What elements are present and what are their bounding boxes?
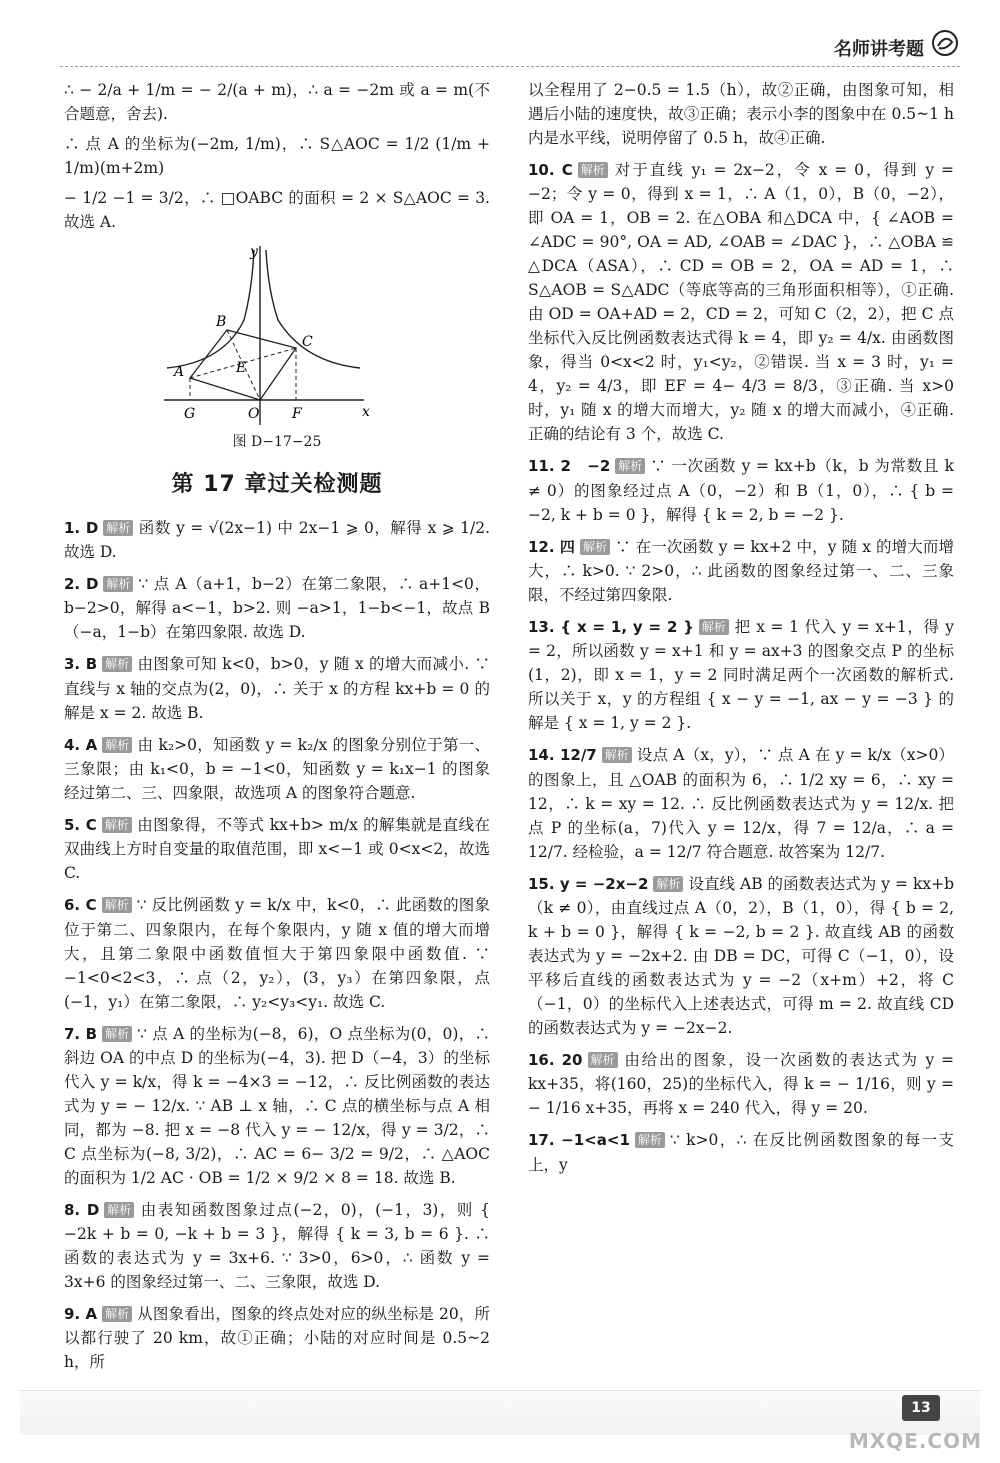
- answer-item: [528, 78, 954, 150]
- analysis-tag: 解析: [102, 737, 132, 753]
- analysis-tag: 解析: [102, 1306, 132, 1322]
- analysis-tag: 解析: [699, 619, 729, 635]
- answer-text: 以全程用了 2−0.5 = 1.5（h），故②正确，由图象可知，相遇后小陆的速度快，故③正确；表示小李的图象中在 0.5~1 h 内是水平线，说明停留了 0.5 h，故④正确.: [528, 81, 954, 148]
- right-column: [528, 78, 954, 1418]
- answer-item: [64, 733, 490, 805]
- solution-line: ∴ − 2/a + 1/m = − 2/(a + m)，∴ a = −2m 或 a = m(不合题意，舍去).: [64, 81, 490, 124]
- point-label-a: A: [174, 364, 185, 381]
- answer-text: 对于直线 y₁ = 2x−2，令 x = 0，得到 y = −2；令 y = 0，得到 x = 1，∴ A（1，0），B（0，−2），即 OA = 1，OB = 2. 在△OBA 和△DCA 中，{ ∠AOB = ∠ADC = 90°, OA = AD, ∠OAB = ∠DAC }，∴ △OBA ≌ △DCA（ASA），∴ CD = OB = 2，OA = AD = 1，∴ S△AOB = S△ADC（等底等高的三角形面积相等），①正确. 由 OD = OA+AD = 2，CD = 2，可知 C（2，2），把 C 点坐标代入反比例函数表达式得 k = 4，即 y₂ = 4/x. 由函数图象，得当 0<x<2 时，y₁<y₂，②错误. 当 x = 3 时，y₁ = 4，y₂ = 4/3，即 EF = 4− 4/3 = 8/3，③正确. 当 x>0 时，y₁ 随 x 的增大而增大，y₂ 随 x 的增大而减小，④正确. 正确的结论有 3 个，故选 C.: [528, 161, 954, 444]
- answer-number: 10. C: [528, 161, 573, 180]
- analysis-tag: 解析: [102, 1026, 132, 1042]
- analysis-tag: 解析: [102, 656, 132, 672]
- geometry-figure: [64, 240, 490, 430]
- answer-item: [64, 572, 490, 644]
- answer-number: 3. B: [64, 655, 98, 674]
- point-label-f: F: [292, 406, 302, 423]
- answer-text: ∵ 点 A 的坐标为(−8，6)，O 点坐标为(0，0)，∴ 斜边 OA 的中点 D 的坐标为(−4，3). 把 D（−4，3）的坐标代入 y = k/x，得 k = −4×3 = −12，∴ 反比例函数的表达式为 y = − 12/x. ∵ AB ⊥ x 轴，∴ C 点的横坐标与点 A 相同，都为 −8. 把 x = −8 代入 y = − 12/x，得 y = 3/2，∴ C 点坐标为(−8, 3/2)，∴ AC = 6− 3/2 = 9/2，∴ △AOC 的面积为 1/2 AC · OB = 1/2 × 9/2 × 8 = 18. 故选 B.: [64, 1024, 490, 1187]
- answer-text: 由图象可知 k<0，b>0，y 随 x 的增大而减小. ∵ 直线与 x 轴的交点为(2，0)，∴ 关于 x 的方程 kx+b = 0 的解是 x = 2. 故选 B.: [64, 655, 490, 722]
- answer-number: 16. 20: [528, 1051, 583, 1069]
- answer-text: 由表知函数图象过点(−2，0)，(−1，3)，则 { −2k + b = 0, −k + b = 3 }，解得 { k = 3, b = 6 }. ∴ 函数的表达式为 y = 3x+6. ∵ 3>0，6>0，∴ 函数 y = 3x+6 的图象经过第一、二、三象限，故选 D.: [64, 1200, 490, 1292]
- point-label-c: C: [302, 334, 313, 351]
- chapter-title: 第 17 章过关检测题: [171, 471, 383, 497]
- analysis-tag: 解析: [653, 876, 683, 892]
- answer-number: 14. 12/7: [528, 746, 597, 765]
- analysis-tag: 解析: [602, 747, 632, 763]
- left-column: [64, 78, 490, 1418]
- point-label-o: O: [248, 406, 260, 423]
- brand-title: 名师讲考题: [834, 39, 924, 60]
- answer-number: 12. 四: [528, 537, 576, 556]
- answer-number: 5. C: [64, 815, 97, 834]
- answer-number: 2. D: [64, 575, 99, 594]
- answer-item: [64, 1022, 490, 1190]
- page-footer: [20, 1390, 980, 1435]
- answer-text: 函数 y = √(2x−1) 中 2x−1 ⩾ 0，解得 x ⩾ 1/2. 故选 D.: [64, 518, 490, 562]
- answer-item: [528, 454, 954, 526]
- analysis-tag: 解析: [635, 1132, 665, 1148]
- answer-item: [528, 743, 954, 863]
- answer-number: 17. −1<a<1: [528, 1131, 630, 1150]
- answer-number: 1. D: [64, 518, 99, 537]
- answer-number: 8. D: [64, 1200, 100, 1219]
- answer-number: 13. { x = 1, y = 2 }: [528, 618, 694, 637]
- figure-drawing: [64, 240, 490, 430]
- solution-line: ∴ 点 A 的坐标为(−2m, 1/m)，∴ S△AOC = 1/2 (1/m + 1/m)(m+2m): [64, 135, 490, 178]
- answer-text: ∵ k>0，∴ 在反比例函数图象的每一支上，y: [528, 1131, 954, 1174]
- analysis-tag: 解析: [102, 817, 132, 833]
- axis-label-x: x: [362, 404, 370, 421]
- analysis-tag: 解析: [588, 1052, 618, 1068]
- answer-text: ∵ 一次函数 y = kx+b（k，b 为常数且 k ≠ 0）的图象经过点 A（0，−2）和 B（1，0），∴ { b = −2, k + b = 0 }，解得 { k = 2, b = −2 }.: [528, 457, 954, 524]
- answer-text: ∵ 反比例函数 y = k/x 中，k<0，∴ 此函数的图象位于第二、四象限内，在每个象限内，y 随 x 值的增大而增大，且第二象限中函数值恒大于第四象限中函数值. ∵ −1<0<2<3，∴ 点（2，y₂），(3，y₃）在第四象限，点(−1，y₁）在第二象限，∴ y₂<y₃<y₁. 故选 C.: [64, 896, 490, 1011]
- answer-item: [528, 872, 954, 1040]
- answer-text: 设点 A（x，y），∵ 点 A 在 y = k/x（x>0）的图象上，且 △OAB 的面积为 6，∴ 1/2 xy = 6，∴ xy = 12，∴ k = xy = 12. ∴ 反比例函数表达式为 y = 12/x. 把点 P 的坐标(a，7)代入 y = 12/x，得 7 = 12/a，∴ a = 12/7. 经检验，a = 12/7 符合题意. 故答案为 12/7.: [528, 746, 954, 861]
- answer-item: [528, 615, 954, 735]
- answer-list: [528, 78, 954, 1177]
- answer-item: [64, 652, 490, 724]
- answer-number: 15. y = −2x−2: [528, 874, 649, 893]
- answer-item: [64, 516, 490, 564]
- answer-number: 6. C: [64, 896, 97, 915]
- solution-line: − 1/2 −1 = 3/2，∴ □OABC 的面积 = 2 × S△AOC = 3. 故选 A.: [64, 189, 490, 232]
- answer-item: [528, 1128, 954, 1176]
- point-label-b: B: [216, 314, 227, 331]
- page-header: [60, 22, 960, 67]
- answer-list: [64, 516, 490, 1375]
- answer-text: 设直线 AB 的函数表达式为 y = kx+b（k ≠ 0），由直线过点 A（0，2），B（1，0），得 { b = 2, k + b = 0 }，解得 { k = −2, b = 2 }. 故直线 AB 的函数表达式为 y = −2x+2. 由 DB = DC，可得 C（−1，0），设平移后直线的函数表达式为 y = −2（x+m）+2，将 C（−1，0）的坐标代入上述表达式，可得 m = 2. 故直线 CD 的函数表达式为 y = −2x−2.: [528, 874, 954, 1037]
- answer-item: [528, 1048, 954, 1120]
- page-number: 13: [902, 1395, 940, 1421]
- answer-text: 由给出的图象，设一次函数的表达式为 y = kx+35，将(160，25)的坐标代入，得 k = − 1/16，则 y = − 1/16 x+35，再将 x = 240 代入，得 y = 20.: [528, 1051, 954, 1118]
- answer-item: [528, 158, 954, 446]
- answer-item: [528, 535, 954, 607]
- answer-item: [64, 813, 490, 885]
- answer-item: [64, 1302, 490, 1374]
- analysis-tag: 解析: [615, 458, 645, 474]
- answer-number: 11. 2 −2: [528, 457, 611, 476]
- answer-text: 从图象看出，图象的终点处对应的纵坐标是 20，所以都行驶了 20 km，故①正确；小陆的对应时间是 0.5~2 h，所: [64, 1305, 490, 1372]
- watermark: MXQE.COM: [848, 1429, 982, 1453]
- axis-label-y: y: [250, 244, 258, 261]
- analysis-tag: 解析: [104, 1202, 134, 1218]
- answer-number: 9. A: [64, 1305, 98, 1324]
- analysis-tag: 解析: [102, 897, 132, 913]
- answer-number: 7. B: [64, 1024, 98, 1043]
- answer-text: 由图象得，不等式 kx+b> m/x 的解集就是直线在双曲线上方时自变量的取值范围，即 x<−1 或 0<x<2，故选 C.: [64, 815, 490, 883]
- analysis-tag: 解析: [578, 162, 608, 178]
- answer-text: ∵ 在一次函数 y = kx+2 中，y 随 x 的增大而增大，∴ k>0. ∵ 2>0，∴ 此函数的图象经过第一、二、三象限，不经过第四象限.: [528, 537, 954, 605]
- point-label-e: E: [236, 360, 247, 377]
- answer-text: 由 k₂>0，知函数 y = k₂/x 的图象分别位于第一、三象限；由 k₁<0，b = −1<0，知函数 y = k₁x−1 的图象经过第二、三、四象限，故选项 A 的图象符合题意.: [64, 735, 490, 802]
- point-label-g: G: [184, 406, 196, 423]
- analysis-tag: 解析: [103, 520, 133, 536]
- analysis-tag: 解析: [103, 576, 133, 592]
- analysis-tag: 解析: [580, 539, 610, 555]
- answer-number: 4. A: [64, 735, 98, 754]
- answer-text: ∵ 点 A（a+1，b−2）在第二象限，∴ a+1<0，b−2>0，解得 a<−1，b>2. 则 −a>1，1−b<−1，故点 B（−a，1−b）在第四象限. 故选 D.: [64, 575, 490, 642]
- answer-text: 把 x = 1 代入 y = x+1，得 y = 2，所以函数 y = x+1 和 y = ax+3 的图象交点 P 的坐标(1，2)，即 x = 1，y = 2 同时满足两个一次函数的解析式. 所以关于 x，y 的方程组 { x − y = −1, ax − y = −3 } 的解是 { x = 1, y = 2 }.: [528, 618, 954, 733]
- brand-logo-icon: [930, 28, 960, 58]
- answer-item: [64, 893, 490, 1013]
- figure-caption: 图 D−17−25: [232, 434, 322, 451]
- answer-item: [64, 1198, 490, 1294]
